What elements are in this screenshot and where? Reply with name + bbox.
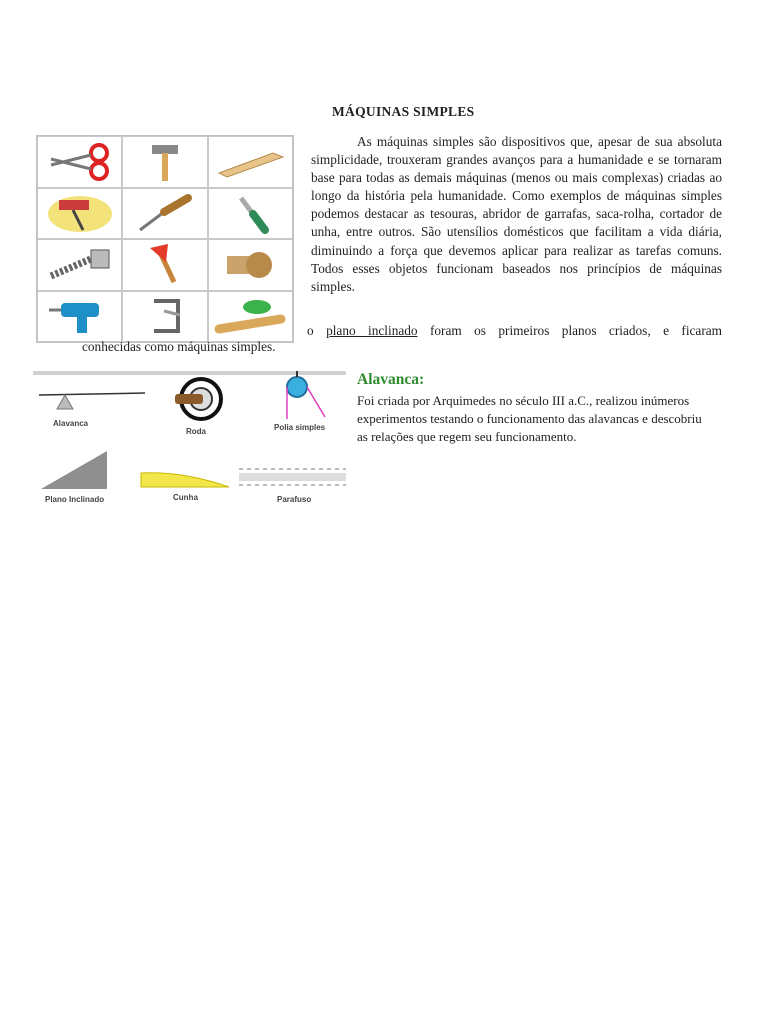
- label-roda: Roda: [186, 427, 206, 436]
- drill-bit-icon: [37, 239, 122, 291]
- label-cunha: Cunha: [173, 493, 198, 502]
- label-polia-simples: Polia simples: [274, 423, 326, 432]
- inclined-plane-paragraph: o plano inclinado foram os primeiros planos criados, e ficaram conhecidas como máquinas simples.: [82, 323, 723, 354]
- label-plano-inclinado: Plano Inclinado: [45, 495, 105, 504]
- alavanca-paragraph: Foi criada por Arquimedes no século III a.C., realizou inúmeros experimentos testando o funcionamento das alavancas e descobriu as relações que regem seu funcionamento.: [357, 393, 702, 445]
- page-title: MÁQUINAS SIMPLES: [332, 104, 475, 119]
- scissors-icon: [37, 136, 122, 188]
- simple-machines-diagram: [33, 365, 346, 507]
- alavanca-heading: Alavanca:: [357, 371, 425, 388]
- door-knob-icon: [208, 239, 293, 291]
- label-parafuso: Parafuso: [277, 495, 312, 504]
- intro-paragraph: As máquinas simples são dispositivos que, apesar de sua absoluta simplicidade, trouxeram grandes avanços para a humanidade e se tornaram base para todas as demais máquinas (menos ou mais complexas) criadas ao longo da história pela humanidade. Como exemplos de máquinas simples podemos destacar as tesouras, abridor de garrafas, saca-rolha, cortador de unha, entre outros. São utensílios domésticos que facilitam a vida diária, diminuindo a força que devemos aplicar para realizar as tarefas comuns. Todos esses objetos funcionam baseados nos princípios de máquinas simples.: [311, 134, 722, 294]
- hammer-icon: [122, 136, 207, 188]
- chisel-icon: [208, 188, 293, 240]
- wood-plank-icon: [208, 136, 293, 188]
- axe-icon: [122, 239, 207, 291]
- paint-roller-icon: [37, 188, 122, 240]
- label-alavanca: Alavanca: [53, 419, 89, 428]
- plano-inclinado-link: plano inclinado: [326, 323, 418, 338]
- screwdriver-icon: [122, 188, 207, 240]
- tools-image-grid: [36, 135, 294, 343]
